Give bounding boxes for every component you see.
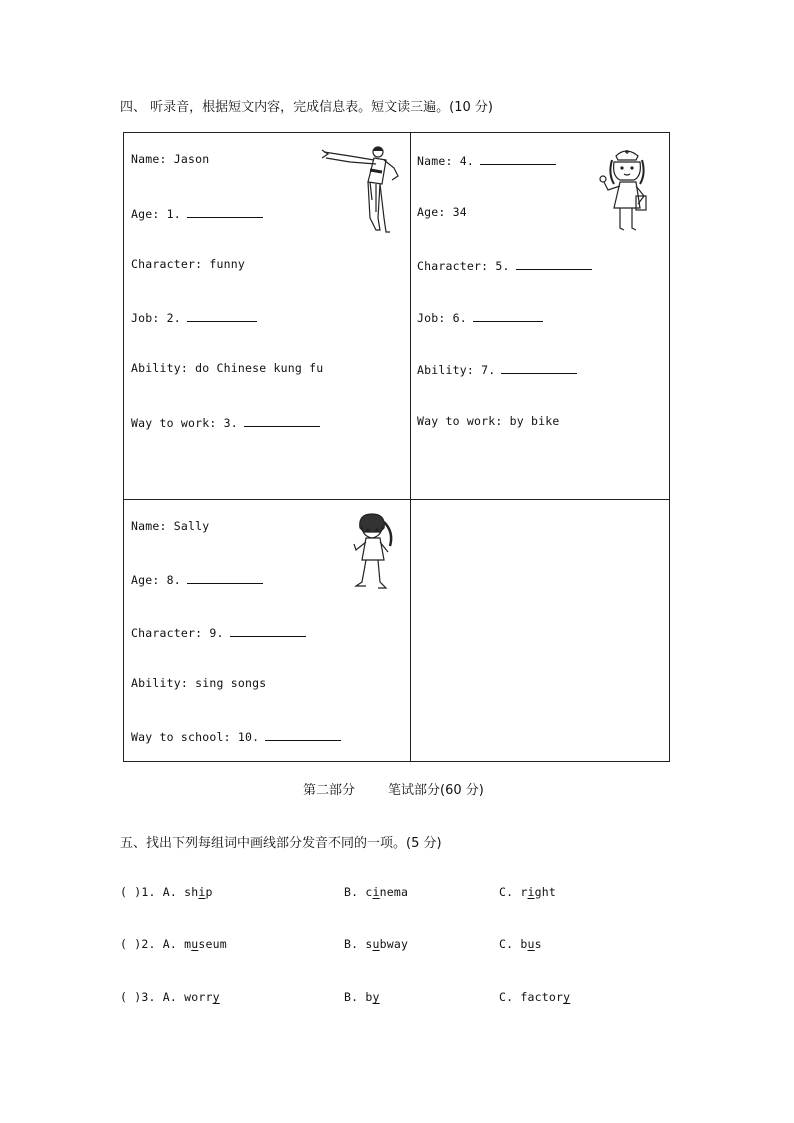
blank-3[interactable] — [244, 414, 320, 427]
card3-character: Character: 9. — [131, 624, 306, 640]
q1-option-c: C. right — [499, 885, 556, 899]
q1-option-b: B. cinema — [344, 885, 409, 899]
blank-1[interactable] — [187, 205, 263, 218]
card3-way: Way to school: 10. — [131, 728, 341, 744]
card2-character: Character: 5. — [417, 257, 592, 273]
blank-9[interactable] — [230, 624, 306, 637]
part2-title: 第二部分 — [303, 783, 356, 798]
q2-option-a: ( )2. A. museum — [120, 937, 227, 951]
section5-heading: 五、找出下列每组词中画线部分发音不同的一项。(5 分) — [120, 836, 442, 851]
blank-10[interactable] — [265, 728, 341, 741]
part2-subtitle: 笔试部分(60 分) — [388, 783, 484, 798]
q3-option-b: B. by — [344, 990, 380, 1004]
card1-job: Job: 2. — [131, 309, 257, 325]
card1-character: Character: funny — [131, 257, 245, 271]
card2-age: Age: 34 — [417, 205, 467, 219]
card2-name: Name: 4. — [417, 152, 556, 168]
kung-fu-figure-icon — [320, 142, 406, 234]
section4-heading: 四、 听录音，根据短文内容，完成信息表。短文读三遍。(10 分) — [120, 100, 493, 115]
card2-way: Way to work: by bike — [417, 414, 560, 428]
card3-age: Age: 8. — [131, 571, 263, 587]
card2-ability: Ability: 7. — [417, 361, 577, 377]
card3-name: Name: Sally — [131, 519, 210, 533]
girl-figure-icon — [350, 512, 396, 592]
blank-4[interactable] — [480, 152, 556, 165]
nurse-figure-icon — [598, 146, 654, 238]
blank-6[interactable] — [473, 309, 543, 322]
q3-option-c: C. factory — [499, 990, 571, 1004]
card1-way: Way to work: 3. — [131, 414, 320, 430]
card1-ability: Ability: do Chinese kung fu — [131, 361, 324, 375]
q1-option-a: ( )1. A. ship — [120, 885, 213, 899]
blank-7[interactable] — [501, 361, 577, 374]
blank-5[interactable] — [516, 257, 592, 270]
card3-ability: Ability: sing songs — [131, 676, 267, 690]
blank-2[interactable] — [187, 309, 257, 322]
card1-name: Name: Jason — [131, 152, 210, 166]
q2-option-c: C. bus — [499, 937, 542, 951]
q3-option-a: ( )3. A. worry — [120, 990, 220, 1004]
card2-job: Job: 6. — [417, 309, 543, 325]
card1-age: Age: 1. — [131, 205, 263, 221]
q2-option-b: B. subway — [344, 937, 409, 951]
blank-8[interactable] — [187, 571, 263, 584]
